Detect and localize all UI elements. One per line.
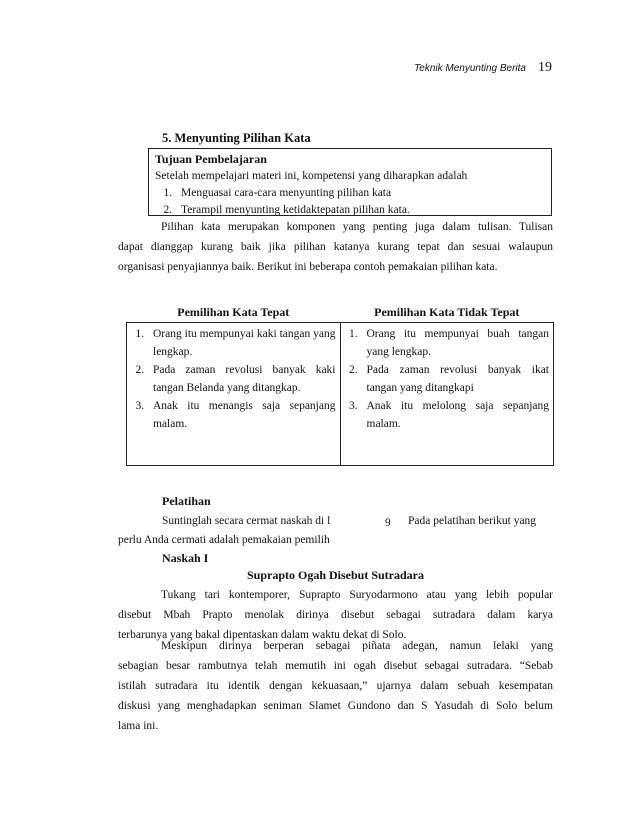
objective-item: 1. Menguasai cara-cara menyunting pilihan kata [175, 185, 551, 202]
objectives-list [155, 185, 551, 219]
article-line: Tukang tari kontemporer, Suprapto Suryodarmono atau yang lebih popular [161, 589, 553, 601]
page-number: 19 [538, 60, 552, 75]
intro-paragraph [118, 217, 553, 277]
comparison-table [126, 303, 554, 466]
table-header-incorrect: Pemilihan Kata Tidak Tepat [374, 305, 520, 319]
intro-line: dapat dianggap kurang baik jika pilihan katanya kurang tepat dan sesuai walaupun [118, 241, 553, 253]
incorrect-column [340, 323, 554, 466]
overlay-number: 9 [385, 517, 391, 529]
intro-line: Pilihan kata merupakan komponen yang penting juga dalam tulisan. Tulisan [161, 221, 553, 233]
running-header [0, 58, 552, 76]
article-paragraph-2 [118, 636, 553, 736]
table-header-correct: Pemilihan Kata Tepat [177, 305, 290, 319]
incorrect-item: 2. Pada zaman revolusi banyak ikat tangan yang ditangkapi [361, 361, 550, 397]
article-line: diskusi yang menghadapkan seniman Slamet Gundono dan S Yasudah di Solo belum [118, 700, 553, 712]
exercise-line-left: Suntinglah secara cermat naskah di l [162, 515, 331, 527]
exercise-line-right: Pada pelatihan berikut yang [408, 515, 537, 527]
objective-item: 2. Terampil menyunting ketidaktepatan pilihan kata. [175, 202, 551, 219]
article-line: terbarunya yang bakal dipentaskan dalam waktu dekat di Solo. [118, 629, 407, 641]
exercise-line-2: perlu Anda cermati adalah pemakaian pemilih [118, 534, 330, 546]
incorrect-item: 3. Anak itu melolong saja sepanjang malam. [361, 397, 550, 433]
correct-item: 2. Pada zaman revolusi banyak kaki tangan Belanda yang ditangkap. [147, 361, 336, 397]
article-line: istilah sutradara itu identik dengan kekuasaan,” ujarnya dalam sebuah kesempatan [118, 680, 553, 692]
article-line: lama ini. [118, 720, 159, 732]
incorrect-item: 1. Orang itu mempunyai buah tangan yang lengkap. [361, 325, 550, 361]
objectives-heading: Tujuan Pembelajaran [155, 152, 267, 166]
intro-line: organisasi penyajiannya baik. Berikut ini beberapa contoh pemakaian pilihan kata. [118, 261, 498, 273]
article-line: Meskipun dirinya berperan sebagai piñata adegan, namun lelaki yang [161, 640, 553, 652]
article-title: Suprapto Ogah Disebut Sutradara [246, 568, 425, 582]
running-title: Teknik Menyunting Berita [414, 63, 526, 74]
article-line: disebut Mbah Prapto menolak dirinya disebut sebagai sutradara dalam karya [118, 609, 553, 621]
exercise-heading: Pelatihan [162, 494, 211, 508]
section-title: 5. Menyunting Pilihan Kata [162, 131, 311, 145]
correct-column [127, 323, 341, 466]
article-line: sebagian besar rambutnya telah memutih ini ogah disebut sebagai sutradara. “Sebab [118, 660, 553, 672]
objectives-intro: Setelah mempelajari materi ini, kompetensi yang diharapkan adalah [155, 170, 468, 182]
objectives-box [148, 148, 552, 216]
correct-item: 1. Orang itu mempunyai kaki tangan yang lengkap. [147, 325, 336, 361]
correct-item: 3. Anak itu menangis saja sepanjang malam. [147, 397, 336, 433]
naskah-label: Naskah I [162, 551, 209, 565]
